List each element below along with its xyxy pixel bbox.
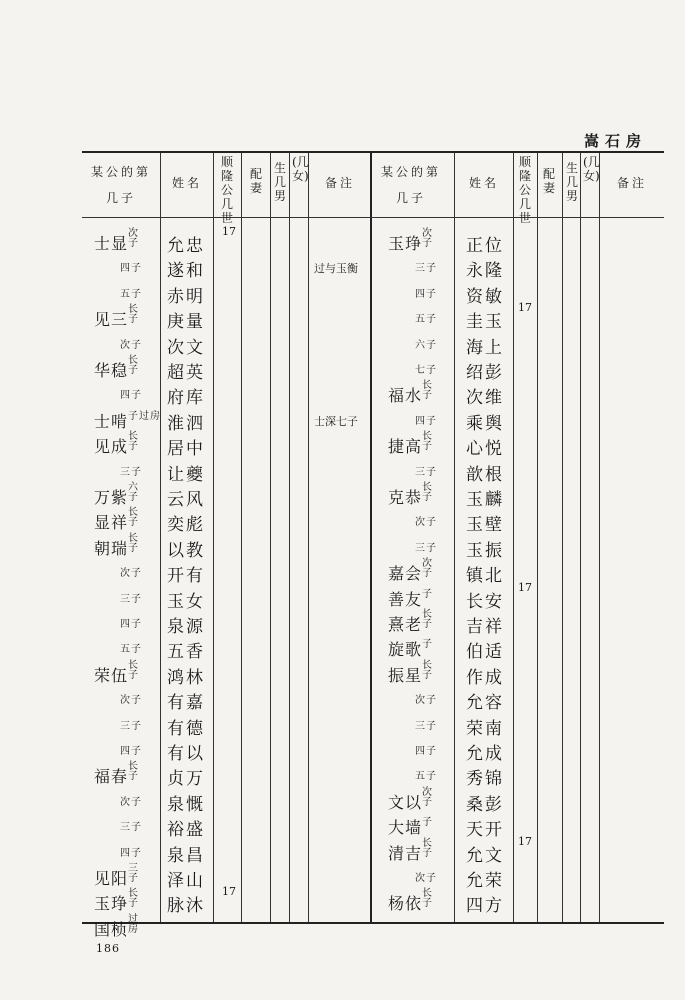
left-person-name: 五香: [167, 642, 205, 663]
right-parent-name: 大墙: [388, 818, 423, 838]
right-son-order: 三子: [415, 542, 437, 554]
left-son-order: 三子: [120, 466, 142, 478]
right-generation-number: 17: [518, 580, 532, 594]
right-person-name: 允文: [466, 845, 504, 866]
right-son-order: 五子: [415, 314, 437, 326]
right-person-name: 作成: [466, 667, 504, 688]
right-parent-name: 玉琤: [388, 234, 423, 253]
right-person-name: 玉振: [466, 540, 504, 561]
right-parent-name: 福水: [388, 386, 423, 406]
header-notes-left: 备注: [324, 176, 355, 190]
right-son-order: 三子: [415, 263, 437, 275]
right-parent-name: 捷高: [388, 437, 423, 457]
left-person-name: 淮泗: [167, 413, 205, 434]
right-son-order: 次子: [415, 517, 437, 529]
left-son-order: 四子: [120, 263, 142, 275]
right-parent-name: 清吉: [388, 843, 423, 863]
right-parent-name: 旋歌: [388, 640, 423, 660]
left-person-name: 允忠: [167, 236, 205, 256]
left-parent-name: 华稳: [94, 361, 129, 380]
right-person-name: 允成: [466, 744, 504, 764]
header-generation-right: 顺隆公几世: [518, 155, 531, 225]
left-parent-name: 玉琤: [94, 894, 129, 914]
left-son-order: 子过房: [128, 410, 161, 422]
left-note: 士深七子: [314, 414, 358, 428]
right-parent-name: 克恭: [388, 488, 423, 507]
right-son-order: 次子: [415, 695, 437, 707]
right-son-order: 长子: [422, 609, 432, 630]
left-generation-number: 17: [222, 885, 236, 899]
right-person-name: 长安: [466, 591, 504, 612]
left-person-name: 以教: [167, 540, 205, 561]
left-son-order: 三子: [128, 863, 138, 884]
left-son-order: 六子: [128, 482, 138, 503]
left-person-name: 居中: [167, 439, 205, 460]
left-parent-name: 士显: [94, 234, 129, 253]
right-son-order: 次子: [422, 786, 432, 808]
left-person-name: 让夔: [167, 464, 205, 485]
header-sons-right: 生几男: [565, 161, 578, 203]
right-person-name: 允容: [466, 693, 504, 714]
right-person-name: 正位: [466, 236, 504, 256]
left-person-name: 奕彪: [167, 515, 205, 536]
left-parent-name: 见阳: [94, 869, 129, 888]
left-son-order: 长子: [128, 659, 138, 681]
right-parent-name: 善友: [388, 589, 423, 609]
right-son-order: 长子: [422, 888, 432, 910]
header-sons-left: 生几男: [273, 161, 286, 203]
right-son-order: 次子: [422, 228, 432, 249]
header-name-right: 姓名: [468, 176, 499, 190]
left-son-order: 次子: [120, 796, 142, 808]
genealogy-table: [82, 151, 664, 939]
left-son-order: 五子: [120, 644, 142, 656]
left-son-order: 长子: [128, 431, 138, 453]
right-person-name: 永隆: [466, 261, 504, 282]
right-son-order: 四子: [415, 288, 437, 300]
right-person-name: 歆根: [466, 464, 504, 485]
right-person-name: 荣南: [466, 718, 504, 739]
left-son-order: 长子: [128, 507, 138, 529]
left-son-order: 四子: [120, 847, 142, 859]
left-parent-name: 福春: [94, 767, 129, 787]
left-son-order: 三子: [120, 720, 142, 732]
left-son-order: 三子: [120, 822, 142, 834]
left-person-name: 赤明: [167, 286, 205, 307]
left-person-name: 鸿林: [167, 667, 205, 688]
left-note: 过与玉衡: [314, 262, 358, 276]
right-person-name: 允荣: [466, 871, 504, 891]
right-son-order: 子: [422, 817, 433, 829]
right-son-order: 长子: [422, 380, 432, 402]
right-person-name: 秀锦: [466, 769, 504, 790]
right-son-order: 次子: [415, 873, 437, 884]
right-son-order: 四子: [415, 746, 437, 757]
right-person-name: 桑彭: [466, 794, 504, 815]
page-number: 186: [96, 942, 120, 955]
left-person-name: 有嘉: [167, 693, 205, 714]
right-son-order: 长子: [422, 837, 432, 859]
left-parent-name: 士啃: [94, 411, 129, 431]
right-person-name: 镇北: [466, 566, 504, 587]
left-son-order: 长子: [128, 304, 138, 326]
right-person-name: 乘舆: [466, 413, 504, 434]
right-son-order: 三子: [415, 720, 437, 732]
left-son-order: 长子: [128, 355, 138, 376]
right-person-name: 玉麟: [466, 490, 504, 510]
left-person-name: 贞万: [167, 769, 205, 790]
left-person-name: 有德: [167, 718, 205, 739]
right-person-name: 四方: [466, 896, 504, 917]
left-generation-number: 17: [222, 225, 236, 238]
right-son-order: 四子: [415, 415, 437, 427]
right-son-order: 子: [422, 639, 433, 651]
left-person-name: 脉沐: [167, 896, 205, 917]
left-person-name: 超英: [167, 363, 205, 383]
right-person-name: 海上: [466, 337, 504, 358]
left-parent-name: 国桢: [94, 919, 129, 939]
left-person-name: 庚量: [167, 312, 205, 333]
section-title: 嵩石房: [583, 132, 647, 150]
right-generation-number: 17: [518, 834, 532, 848]
right-person-name: 圭玉: [466, 312, 504, 333]
left-son-order: 次子: [120, 339, 142, 351]
left-person-name: 有以: [167, 744, 205, 764]
right-parent-name: 嘉会: [388, 564, 423, 584]
right-son-order: 六子: [415, 339, 437, 351]
left-son-order: 次子: [120, 695, 142, 707]
right-person-name: 吉祥: [466, 617, 504, 637]
left-person-name: 泉昌: [167, 845, 205, 866]
left-person-name: 开有: [167, 566, 205, 587]
left-parent-name: 荣伍: [94, 665, 129, 685]
right-son-order: 五子: [415, 771, 437, 783]
left-son-order: 长子: [128, 761, 138, 783]
right-son-order: 子: [422, 588, 433, 600]
right-person-name: 绍彭: [466, 363, 504, 383]
right-person-name: 心悦: [466, 439, 504, 460]
right-son-order: 七子: [415, 365, 437, 376]
right-person-name: 天开: [466, 820, 504, 841]
left-person-name: 遂和: [167, 261, 205, 282]
header-name-left: 姓名: [171, 176, 202, 190]
left-parent-name: 朝瑞: [94, 538, 129, 558]
right-son-order: 长子: [422, 482, 432, 503]
right-person-name: 资敏: [466, 286, 504, 307]
left-son-order: 次子: [120, 568, 142, 580]
left-son-order: 长子: [128, 532, 138, 554]
left-son-order: 三子: [120, 593, 142, 605]
left-son-order: 过房: [128, 913, 138, 935]
right-person-name: 玉壁: [466, 515, 504, 536]
left-son-order: 次子: [128, 228, 138, 249]
right-son-order: 三子: [415, 466, 437, 478]
left-son-order: 四子: [120, 390, 142, 402]
left-person-name: 云风: [167, 490, 205, 510]
left-parent-name: 显祥: [94, 513, 129, 533]
right-parent-name: 杨依: [388, 894, 423, 914]
left-parent-name: 万紫: [94, 488, 129, 507]
left-person-name: 府库: [167, 388, 205, 409]
left-parent-name: 见三: [94, 310, 129, 330]
left-son-order: 长子: [128, 888, 138, 910]
left-person-name: 泉源: [167, 617, 205, 637]
header-notes-right: 备注: [616, 176, 647, 190]
header-spouse-right: 配妻: [542, 167, 555, 195]
right-son-order: 长子: [422, 431, 432, 453]
left-son-order: 四子: [120, 619, 142, 630]
left-son-order: 五子: [120, 288, 142, 300]
right-parent-name: 文以: [388, 792, 423, 812]
left-person-name: 玉女: [167, 591, 205, 612]
left-person-name: 裕盛: [167, 820, 205, 841]
left-parent-name: 见成: [94, 437, 129, 457]
right-son-order: 次子: [422, 558, 432, 580]
header-generation-left: 顺隆公几世: [220, 155, 233, 225]
right-generation-number: 17: [518, 301, 532, 315]
left-person-name: 次文: [167, 337, 205, 358]
right-son-order: 长子: [422, 659, 432, 681]
right-parent-name: 振星: [388, 665, 423, 685]
right-person-name: 次维: [466, 388, 504, 409]
left-son-order: 四子: [120, 746, 142, 757]
header-daughters-left: (几女): [292, 155, 309, 183]
left-person-name: 泽山: [167, 871, 205, 891]
header-parent-left: 某公的第几子: [90, 165, 151, 205]
left-person-name: 泉慨: [167, 794, 205, 815]
header-spouse-left: 配妻: [249, 167, 262, 195]
header-parent-right: 某公的第几子: [380, 165, 441, 205]
right-parent-name: 熹老: [388, 615, 423, 634]
right-person-name: 伯适: [466, 642, 504, 663]
header-daughters-right: (几女): [583, 155, 600, 183]
